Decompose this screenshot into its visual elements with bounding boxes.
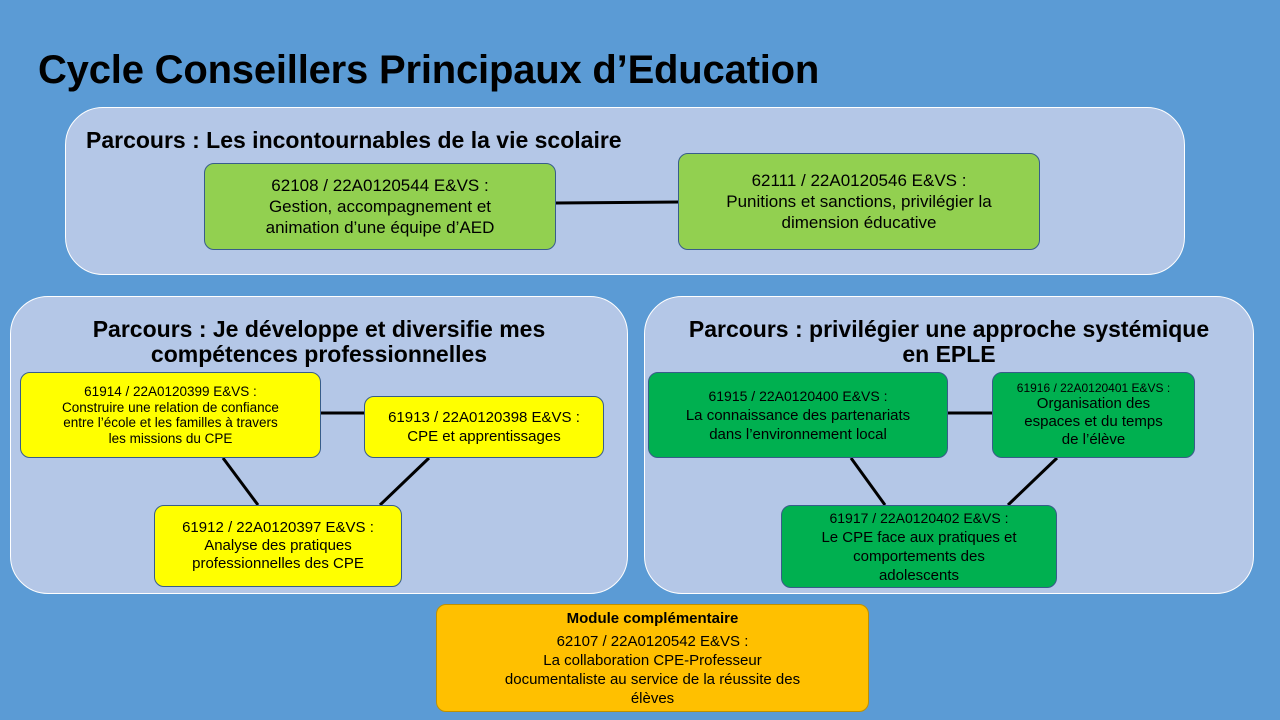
module-61912-desc: Analyse des pratiques professionnelles des CPE [192,537,364,572]
module-61914-desc: Construire une relation de confiance entre l’école et les familles à travers les missions du CPE [62,399,279,446]
connector-61914-61912 [223,458,258,505]
connector-61913-61912 [380,458,429,505]
module-61914 [20,372,321,458]
module-62111-code: 62111 / 22A0120546 E&VS : [751,171,967,190]
module-61917-code: 61917 / 22A0120402 E&VS : [829,509,1009,526]
module-61916-desc: Organisation des espaces et du temps de l’élève [1024,395,1163,448]
connector-62108-62111 [556,202,679,203]
module-61913-code: 61913 / 22A0120398 E&VS : [388,409,580,426]
connector-61916-61917 [1008,458,1057,505]
module-61917-desc: Le CPE face aux pratiques et comportements des adolescents [821,528,1017,584]
parcours-incontournables-title: Parcours : Les incontournables de la vie scolaire [86,127,622,153]
module-61913 [364,396,604,458]
module-61916 [992,372,1195,458]
module-61915-desc: La connaissance des partenariats dans l’environnement local [685,406,911,443]
parcours-systemique-title: Parcours : privilégier une approche systémique en EPLE [688,316,1210,367]
module-complementaire [436,604,869,712]
module-61915 [648,372,948,458]
page-title: Cycle Conseillers Principaux d’Education [38,48,820,92]
module-61917 [781,505,1057,588]
module-61916-code: 61916 / 22A0120401 E&VS : [1016,381,1171,395]
parcours-competences-title: Parcours : Je développe et diversifie mes compétences professionnelles [92,316,546,367]
module-62108 [204,163,556,250]
module-62107-desc: La collaboration CPE-Professeur documentaliste au service de la réussite des élèves [504,651,801,707]
module-61912 [154,505,402,587]
module-62108-code: 62108 / 22A0120544 E&VS : [271,176,489,195]
module-61912-code: 61912 / 22A0120397 E&VS : [182,519,374,536]
module-62111 [678,153,1040,250]
module-61915-code: 61915 / 22A0120400 E&VS : [708,387,888,404]
module-62108-desc: Gestion, accompagnement et animation d’une équipe d’AED [265,197,495,237]
module-complementaire-heading: Module complémentaire [566,609,739,627]
module-61913-desc: CPE et apprentissages [407,428,561,445]
module-61914-code: 61914 / 22A0120399 E&VS : [84,384,257,399]
module-62107-code: 62107 / 22A0120542 E&VS : [556,632,749,650]
connector-61915-61917 [851,458,885,505]
module-62111-desc: Punitions et sanctions, privilégier la dimension éducative [726,192,992,232]
